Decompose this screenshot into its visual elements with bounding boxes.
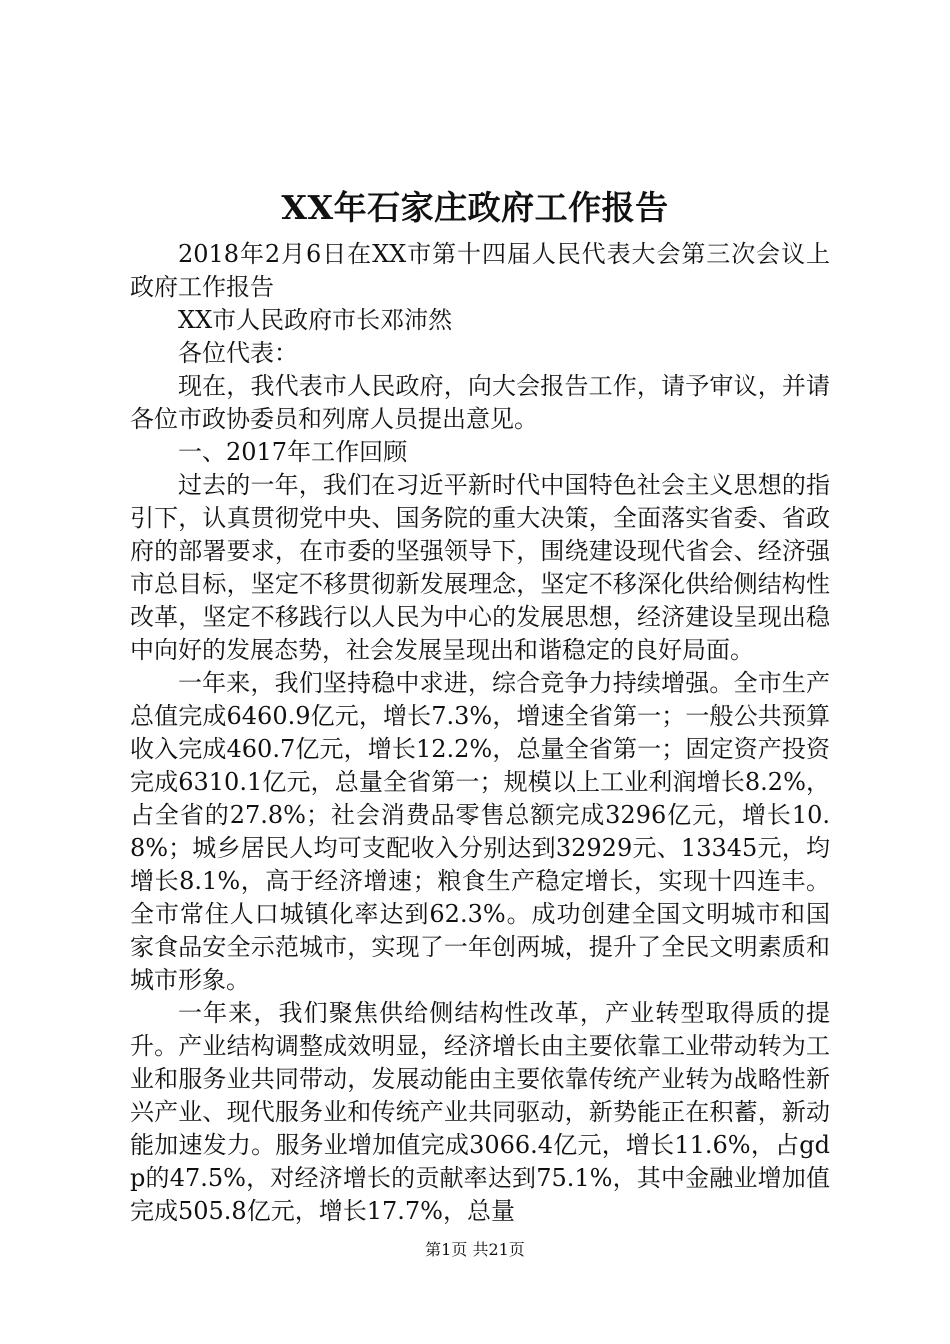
paragraph-meeting-info: 2018年2月6日在XX市第十四届人民代表大会第三次会议上政府工作报告 — [130, 240, 830, 301]
section-heading: 一、2017年工作回顾 — [178, 438, 408, 466]
document-body — [130, 238, 830, 1228]
paragraph-growth: 一年来，我们坚持稳中求进，综合竞争力持续增强。全市生产总值完成6460.9亿元，增长7.3%，增速全省第一；一般公共预算收入完成460.7亿元，增长12.2%，总量全省第一；固定资产投资完成6310.1亿元，总量全省第一；规模以上工业利润增长8.2%，占全省的27.8%；社会消费品零售总额完成3296亿元，增长10.8%；城乡居民人均可支配收入分别达到32929元、13345元，均增长8.1%，高于经济增速；粮食生产稳定增长，实现十四连丰。全市常住人口城镇化率达到62.3%。成功创建全国文明城市和国家食品安全示范城市，实现了一年创两城，提升了全民文明素质和城市形象。 — [130, 669, 830, 994]
paragraph-salutation: 各位代表： — [178, 339, 298, 367]
document-title: XX年石家庄政府工作报告 — [281, 188, 669, 227]
paragraph-review: 过去的一年，我们在习近平新时代中国特色社会主义思想的指引下，认真贯彻党中央、国务院的重大决策，全面落实省委、省政府的部署要求，在市委的坚强领导下，围绕建设现代省会、经济强市总目标，坚定不移贯彻新发展理念，坚定不移深化供给侧结构性改革，坚定不移践行以人民为中心的发展思想，经济建设呈现出稳中向好的发展态势，社会发展呈现出和谐稳定的良好局面。 — [130, 471, 830, 664]
paragraph-author: XX市人民政府市长邓沛然 — [178, 306, 453, 334]
paragraph-intro: 现在，我代表市人民政府，向大会报告工作，请予审议，并请各位市政协委员和列席人员提出意见。 — [130, 372, 830, 433]
paragraph-structure: 一年来，我们聚焦供给侧结构性改革，产业转型取得质的提升。产业结构调整成效明显，经济增长由主要依靠工业带动转为工业和服务业共同带动，发展动能由主要依靠传统产业转为战略性新兴产业、现代服务业和传统产业共同驱动，新势能正在积蓄，新动能加速发力。服务业增加值完成3066.4亿元，增长11.6%，占gdp的47.5%，对经济增长的贡献率达到75.1%，其中金融业增加值完成505.8亿元，增长17.7%，总量 — [130, 999, 830, 1225]
page-footer: 第1页 共21页 — [425, 1240, 525, 1259]
